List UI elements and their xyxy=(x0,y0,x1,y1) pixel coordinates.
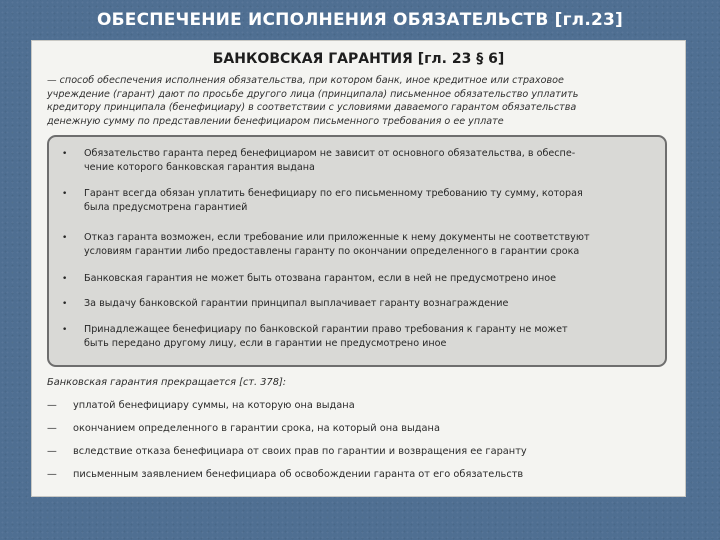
definition-paragraph xyxy=(47,74,675,128)
property-text xyxy=(84,272,649,286)
property-text xyxy=(84,297,649,311)
bullet-icon: • xyxy=(62,325,68,335)
termination-item xyxy=(47,446,667,457)
property-line: Принадлежащее бенефициару по банковской гарантии право требования к гаранту не может xyxy=(84,324,568,335)
definition-line: — способ обеспечения исполнения обязательства, при котором банк, иное кредитное или страховое xyxy=(47,75,564,86)
dash-icon: — xyxy=(47,423,57,434)
property-line: чение которого банковская гарантия выдана xyxy=(84,162,315,173)
property-line: Гарант всегда обязан уплатить бенефициару по его письменному требованию ту сумму, которая xyxy=(84,188,583,199)
property-line: За выдачу банковской гарантии принципал выплачивает гаранту вознаграждение xyxy=(84,298,509,309)
definition-line: денежную сумму по представлении бенефициаром письменного требования о ее уплате xyxy=(47,115,504,127)
termination-item xyxy=(47,423,667,434)
property-line: Отказ гаранта возможен, если требование или приложенные к нему документы не соответствуют xyxy=(84,232,590,243)
bullet-icon: • xyxy=(62,233,68,243)
property-text xyxy=(84,187,649,215)
property-text xyxy=(84,323,649,351)
termination-item xyxy=(47,400,667,411)
termination-text: окончанием определенного в гарантии срока, на который она выдана xyxy=(73,423,440,434)
definition-line: учреждение (гарант) дают по просьбе другого лица (принципала) письменное обязательство уплатить xyxy=(47,88,579,100)
bullet-icon: • xyxy=(62,274,68,284)
property-line: быть передано другому лицу, если в гарантии не предусмотрено иное xyxy=(84,338,447,349)
termination-item xyxy=(47,469,667,480)
definition-line: кредитору принципала (бенефициару) в соответствии с условиями даваемого гарантом обязательства xyxy=(47,102,577,114)
bullet-icon: • xyxy=(62,299,68,309)
bullet-icon: • xyxy=(62,149,68,159)
property-line: была предусмотрена гарантией xyxy=(84,202,248,213)
properties-box xyxy=(47,135,667,367)
property-line: Обязательство гаранта перед бенефициаром не зависит от основного обязательства, в обеспе- xyxy=(84,148,576,159)
property-text xyxy=(84,147,649,175)
property-line: Банковская гарантия не может быть отозвана гарантом, если в ней не предусмотрено иное xyxy=(84,273,557,284)
dash-icon: — xyxy=(47,446,57,457)
property-line: условиям гарантии либо предоставлены гаранту по окончании определенного в гарантии срока xyxy=(84,246,580,257)
termination-text: вследствие отказа бенефициара от своих прав по гарантии и возвращения ее гаранту xyxy=(73,446,527,457)
termination-text: письменным заявлением бенефициара об освобождении гаранта от его обязательств xyxy=(73,469,524,480)
slide-title: ОБЕСПЕЧЕНИЕ ИСПОЛНЕНИЯ ОБЯЗАТЕЛЬСТВ [гл.23] xyxy=(96,10,624,30)
dash-icon: — xyxy=(47,400,57,411)
termination-text: уплатой бенефициару суммы, на которую она выдана xyxy=(73,400,355,411)
termination-heading: Банковская гарантия прекращается [ст. 378]: xyxy=(47,377,287,388)
document-heading: БАНКОВСКАЯ ГАРАНТИЯ [гл. 23 § 6] xyxy=(212,51,505,67)
dash-icon: — xyxy=(47,469,57,480)
scanned-document xyxy=(32,41,685,496)
property-text xyxy=(84,231,649,259)
bullet-icon: • xyxy=(62,189,68,199)
